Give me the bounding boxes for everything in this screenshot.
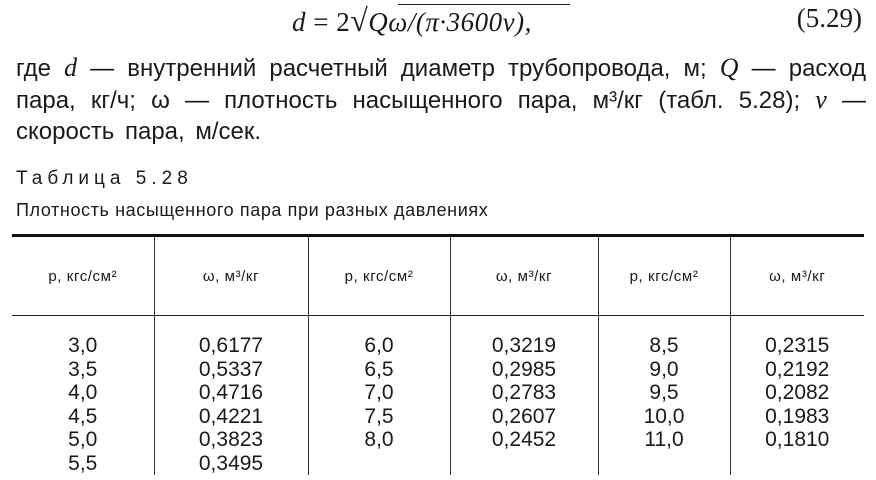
cell: 0,2783 [450, 381, 598, 405]
cell: 0,1983 [730, 405, 864, 429]
cell: 3,0 [68, 334, 98, 357]
cell: 8,5 [598, 316, 730, 358]
symbol-v: v [815, 85, 827, 114]
table-row [12, 381, 864, 405]
formula-line [0, 0, 876, 44]
explanation-paragraph: где d — внутренний расчетный диаметр трубопровода, м; Q — расход пара, кг/ч; ω — плотность насыщенного пара, м³/кг (табл. 5.28); v — скорость пара, м/сек. [16, 53, 867, 145]
table-row [12, 452, 864, 476]
table-header-row [12, 236, 864, 316]
cell: 0,4716 [154, 381, 308, 405]
cell: 0,2082 [730, 381, 864, 405]
cell: 0,3823 [154, 428, 308, 452]
cell: 0,2192 [730, 358, 864, 382]
cell: 5,5 [68, 451, 98, 475]
radical-sign: √ [350, 2, 369, 38]
table-row [12, 428, 864, 452]
radical-overline [398, 4, 570, 5]
symbol-q: Q [719, 53, 739, 82]
header-density-3: ω, м³/кг [730, 236, 864, 316]
cell: 4,5 [68, 404, 98, 428]
cell: 0,2985 [450, 358, 598, 382]
table-row [12, 316, 864, 358]
table-number: Таблица 5.28 [16, 168, 193, 189]
header-density-1: ω, м³/кг [154, 236, 308, 316]
cell: 0,3219 [450, 316, 598, 358]
cell: 0,4221 [154, 405, 308, 429]
cell: 4,0 [68, 381, 98, 404]
cell: 0,6177 [154, 316, 308, 358]
cell [730, 452, 864, 476]
header-pressure-2: p, кгс/см² [308, 236, 450, 316]
equation-number: (5.29) [796, 3, 862, 33]
header-density-2: ω, м³/кг [450, 236, 598, 316]
cell [598, 452, 730, 476]
symbol-d: d [64, 53, 78, 82]
header-pressure-1: p, кгс/см² [48, 267, 118, 285]
cell [450, 452, 598, 476]
d-description: — внутренний расчетный диаметр трубопровода, м; [77, 55, 720, 82]
formula-radicand: Qω/(π·3600v), [368, 7, 532, 37]
cell: 0,5337 [154, 358, 308, 382]
cell: 0,2315 [730, 316, 864, 358]
cell [308, 452, 450, 476]
cell: 7,5 [308, 405, 450, 429]
cell: 11,0 [598, 428, 730, 452]
q-omega-description: — расход пара, кг/ч; ω — плотность насыщенного пара, м³/кг (табл. 5.28); [16, 55, 866, 114]
cell: 6,0 [308, 316, 450, 358]
table-row [12, 405, 864, 429]
cell: 0,1810 [730, 428, 864, 452]
cell: 10,0 [598, 405, 730, 429]
cell: 0,3495 [154, 452, 308, 476]
formula-equals: = 2 [306, 7, 351, 37]
cell: 0,2607 [450, 405, 598, 429]
table-title: Плотность насыщенного пара при разных давлениях [16, 200, 489, 220]
cell: 6,5 [308, 358, 450, 382]
cell: 8,0 [308, 428, 450, 452]
cell: 9,0 [598, 358, 730, 382]
cell: 9,5 [598, 381, 730, 405]
formula-expression [292, 2, 532, 39]
cell: 7,0 [308, 381, 450, 405]
formula-lhs: d [292, 7, 306, 37]
steam-density-table [12, 234, 864, 475]
cell: 0,2452 [450, 428, 598, 452]
v-description: — скорость пара, м/сек. [16, 87, 867, 145]
cell: 5,0 [68, 428, 98, 451]
header-pressure-3: p, кгс/см² [598, 236, 730, 316]
table-row [12, 358, 864, 382]
cell: 3,5 [68, 357, 98, 381]
